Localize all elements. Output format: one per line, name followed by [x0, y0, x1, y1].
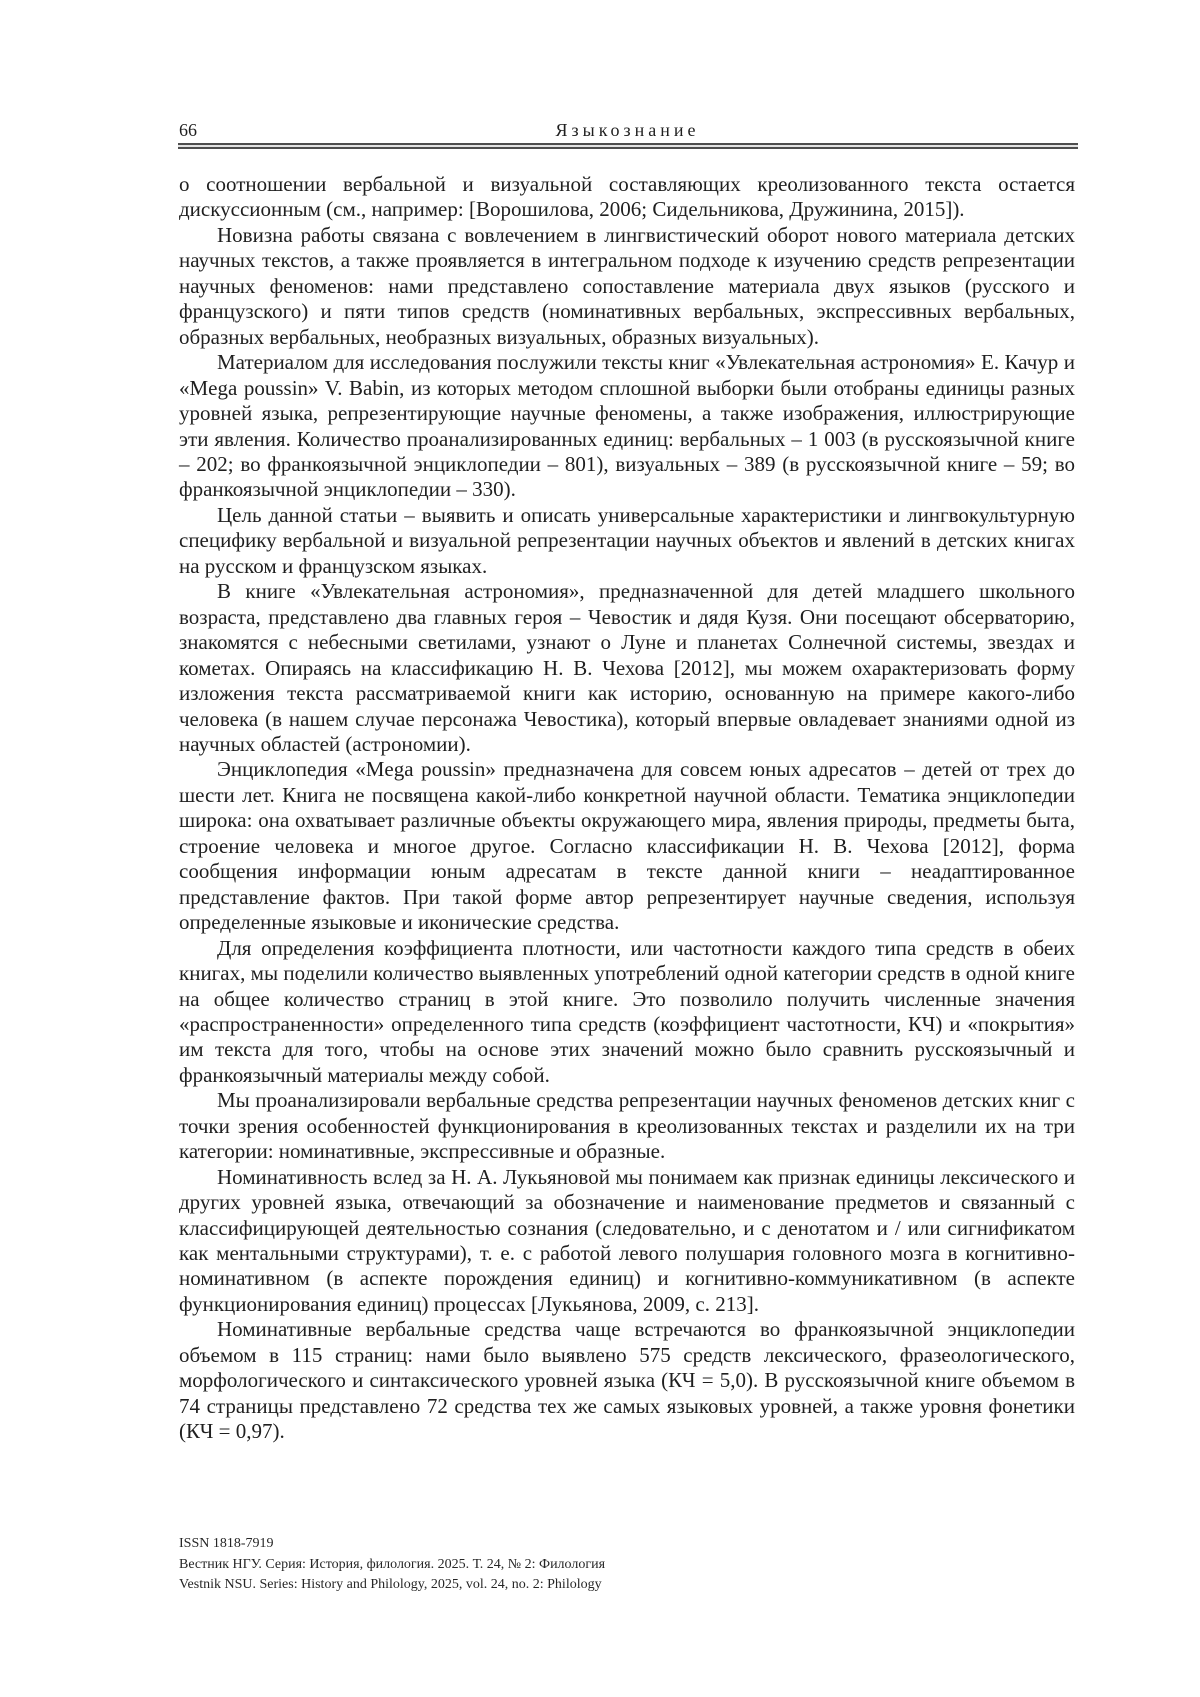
paragraph: Для определения коэффициента плотности, или частотности каждого типа средств в обеих книгах, мы поделили количество выявленных употреблений одной категории средств в одной книге на общее количество страниц в этой книге. Это позволило получить численные значения «распространенности» определенного типа средств (коэффициент частотности, КЧ) и «покрытия» им текста для того, чтобы на основе этих значений можно было сравнить русскоязычный и франкоязычный материалы между собой. — [179, 935, 1075, 1087]
paragraph: о соотношении вербальной и визуальной составляющих креолизованного текста остается дискуссионным (см., например: [Ворошилова, 2006; Сидельникова, Дружинина, 2015]). — [179, 172, 1075, 222]
paragraph: Энциклопедия «Mega poussin» предназначена для совсем юных адресатов – детей от трех до шести лет. Книга не посвящена какой-либо конкретной научной области. Тематика энциклопедии широка: она охватывает различные объекты окружающего мира, явления природы, предметы быта, строение человека и многое другое. Согласно классификации Н. В. Чехова [2012], форма сообщения информации юным адресатам в тексте данной книги – неадаптированное представление фактов. При такой форме автор репрезентирует научные сведения, используя определенные языковые и иконические средства. — [179, 757, 1075, 935]
paragraph: Мы проанализировали вербальные средства репрезентации научных феноменов детских книг с точки зрения особенностей функционирования в креолизованных текстах и разделили их на три категории: номинативные, экспрессивные и образные. — [179, 1088, 1075, 1164]
paragraph: В книге «Увлекательная астрономия», предназначенной для детей младшего школьного возраста, представлено два главных героя – Чевостик и дядя Кузя. Они посещают обсерваторию, знакомятся с небесными светилами, узнают о Луне и планетах Солнечной системы, звездах и кометах. Опираясь на классификацию Н. В. Чехова [2012], мы можем охарактеризовать форму изложения текста рассматриваемой книги как историю, основанную на примере какого-либо человека (в нашем случае персонажа Чевостика), который впервые овладевает знаниями одной из научных областей (астрономии). — [179, 579, 1075, 756]
paragraph: Номинативные вербальные средства чаще встречаются во франкоязычной энциклопедии объемом в 115 страниц: нами было выявлено 575 средств лексического, фразеологического, морфологического и синтаксического уровней языка (КЧ = 5,0). В русскоязычной книге объемом в 74 страницы представлено 72 средства тех же самых языковых уровней, а также уровня фонетики (КЧ = 0,97). — [179, 1317, 1075, 1444]
paragraph: Цель данной статьи – выявить и описать универсальные характеристики и лингвокультурную специфику вербальной и визуальной репрезентации научных объектов и явлений в детских книгах на русском и французском языках. — [179, 502, 1075, 578]
paragraph: Новизна работы связана с вовлечением в лингвистический оборот нового материала детских научных текстов, а также проявляется в интегральном подходе к изучению средств репрезентации научных феноменов: нами представлено сопоставление материала двух языков (русского и французского) и пяти типов средств (номинативных вербальных, экспрессивных вербальных, образных вербальных, необразных визуальных, образных визуальных). — [179, 222, 1075, 349]
footer-issn: ISSN 1818-7919 — [179, 1536, 274, 1551]
page-number: 66 — [179, 120, 197, 140]
header-rule — [178, 143, 1078, 149]
footer-journal-ru: Вестник НГУ. Серия: История, филология. 2025. Т. 24, № 2: Филология — [179, 1556, 606, 1572]
footer-journal-en: Vestnik NSU. Series: History and Philology, 2025, vol. 24, no. 2: Philology — [179, 1577, 602, 1592]
article-body — [179, 172, 1075, 1445]
paragraph: Номинативность вслед за Н. А. Лукьяновой мы понимаем как признак единицы лексического и других уровней языка, отвечающий за обозначение и наименование предметов и связанный с классифицирующей деятельностью сознания (следовательно, и с денотатом и / или сигнификатом как ментальными структурами), т. е. с работой левого полушария головного мозга в когнитивно-номинативном (в аспекте порождения единиц) и когнитивно-коммуникативном (в аспекте функционирования единиц) процессах [Лукьянова, 2009, с. 213]. — [179, 1164, 1075, 1316]
paragraph: Материалом для исследования послужили тексты книг «Увлекательная астрономия» Е. Качур и «Mega poussin» V. Babin, из которых методом сплошной выборки были отобраны единицы разных уровней языка, репрезентирующие научные феномены, а также изображения, иллюстрирующие эти явления. Количество проанализированных единиц: вербальных – 1 003 (в русскоязычной книге – 202; во франкоязычной энциклопедии – 801), визуальных – 389 (в русскоязычной книге – 59; во франкоязычной энциклопедии – 330). — [179, 350, 1075, 502]
running-header — [179, 119, 1076, 141]
page-footer — [179, 1534, 1076, 1596]
running-head-title: Языкознание — [555, 120, 700, 140]
